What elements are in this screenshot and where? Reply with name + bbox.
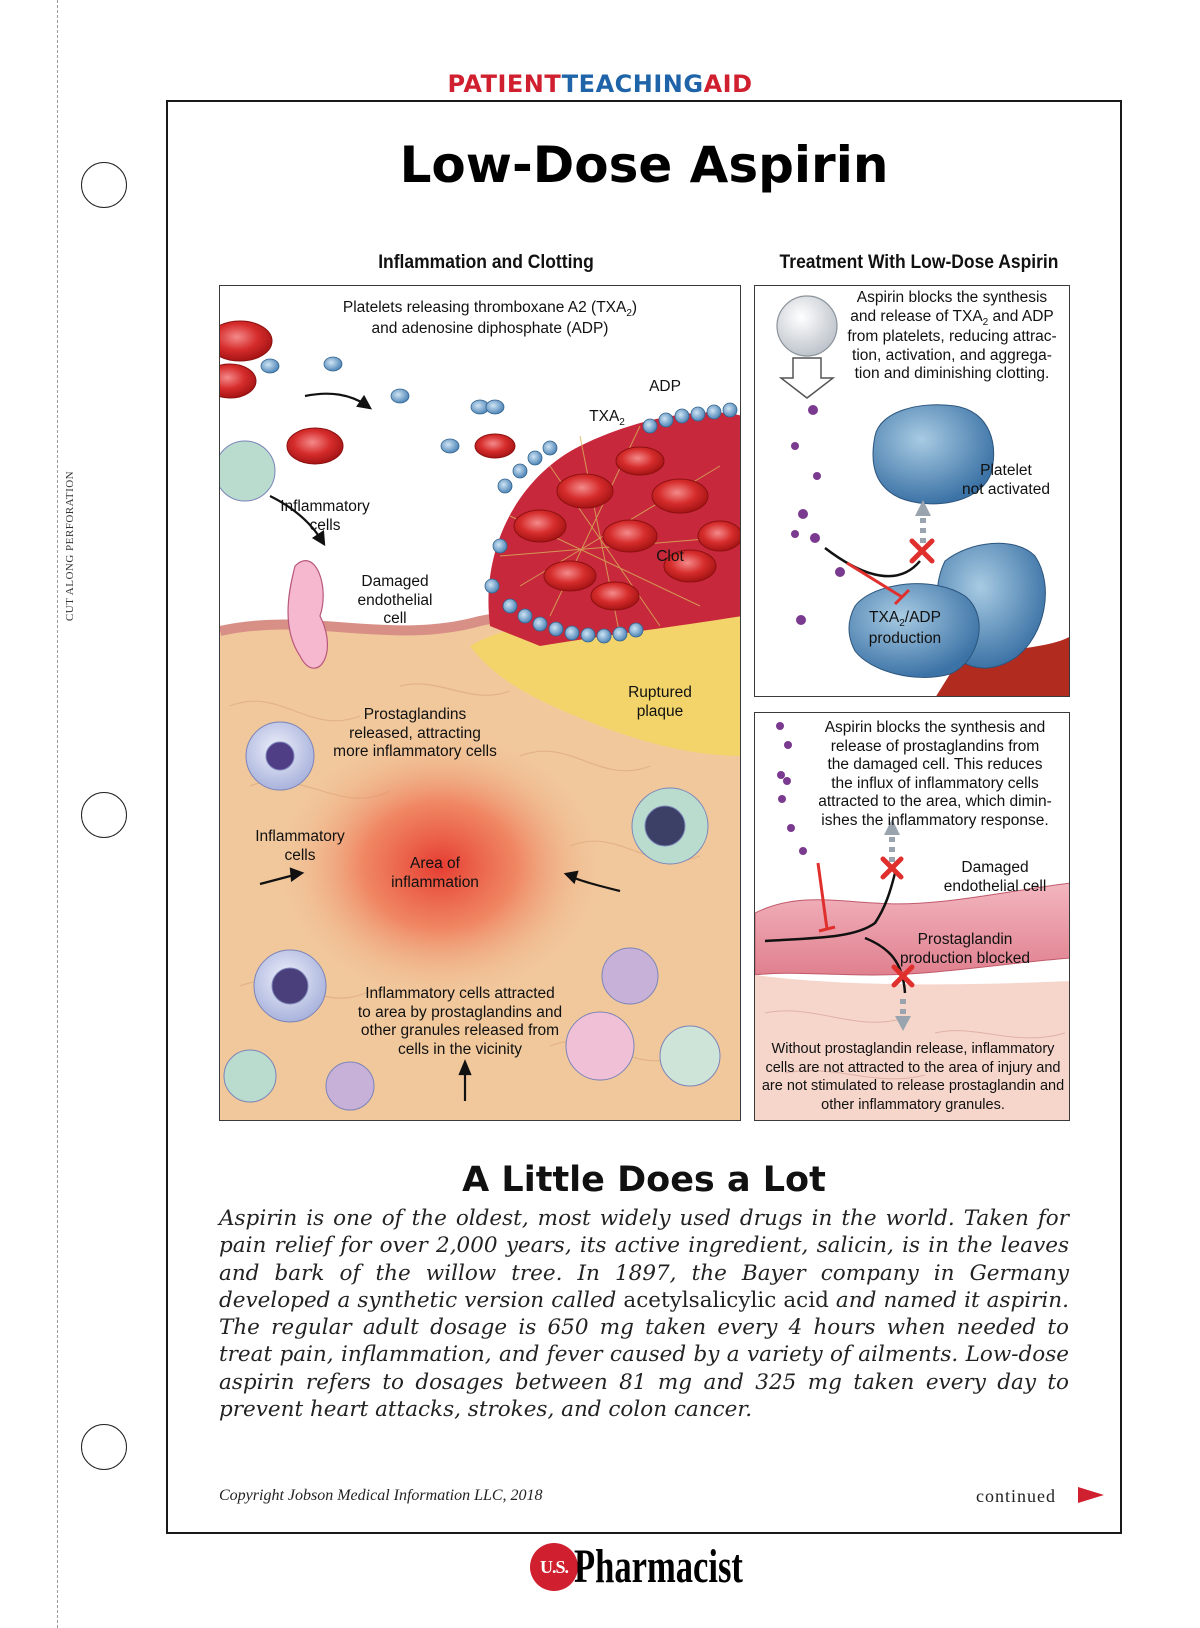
txa2-label (582, 408, 632, 429)
us-pharmacist-logo-mark: U.S. (530, 1543, 578, 1591)
us-pharmacist-logo-wordmark: Pharmacist (574, 1540, 743, 1593)
copyright-notice: Copyright Jobson Medical Information LLC, 2018 (219, 1487, 543, 1504)
production-label-word: production (868, 629, 942, 647)
series-header (0, 70, 1200, 98)
binder-hole-middle (81, 792, 127, 838)
binder-hole-bottom (81, 1424, 127, 1470)
damaged-endothelial-cell-right-label: Damaged endothelial cell (943, 859, 1047, 895)
production-label-adp: /ADP (904, 609, 941, 626)
inflammatory-cells-mid-label: Inflammatory cells (255, 828, 345, 864)
aspirin-blocks-txa-line2b: and ADP (988, 307, 1054, 325)
without-prostaglandin-text: Without prostaglandin release, inflammatory cells are not attracted to the area of injury and are not stimulated to release prostaglandin and other inflammatory granules. (761, 1041, 1065, 1113)
left-panel-heading: Inflammation and Clotting (378, 252, 594, 273)
txa2-adp-production-label (855, 609, 955, 648)
prostaglandin-blocked-label: Prostaglandin production blocked (899, 931, 1031, 967)
aspirin-blocks-txa-text (837, 289, 1067, 384)
platelets-label-line1: Platelets releasing thromboxane A2 (TXA (342, 299, 627, 316)
series-word-aid: AID (703, 70, 753, 98)
adp-label: ADP (649, 378, 681, 395)
body-paragraph (219, 1205, 1069, 1423)
aspirin-blocks-txa-rest: from platelets, reducing attrac- tion, activation, and aggrega- tion and diminishing clotting. (847, 328, 1057, 382)
production-label-subscript: 2 (899, 618, 905, 629)
aspirin-blocks-txa-subscript: 2 (982, 316, 989, 328)
area-of-inflammation-label: Area of inflammation (391, 855, 479, 891)
series-word-teaching: TEACHING (561, 70, 704, 98)
platelet-not-activated-label: Platelet not activated (962, 462, 1050, 498)
platelets-label-subscript: 2 (626, 308, 632, 319)
aspirin-blocks-prostaglandins-text: Aspirin blocks the synthesis and release of prostaglandins from the damaged cell. This reduces the influx of inflammatory cells attracted to the area, which dimin- ishes the inflammatory response. (818, 719, 1052, 829)
series-word-patient: PATIENT (447, 70, 562, 98)
clot-label: Clot (656, 548, 684, 565)
aspirin-blocks-txa-line2a: and release of TXA (850, 307, 983, 325)
continued-label: continued (976, 1486, 1056, 1506)
platelets-label-line2: and adenosine diphosphate (ADP) (371, 319, 609, 337)
platelets-label (310, 299, 670, 338)
section-heading: A Little Does a Lot (462, 1160, 826, 1200)
perforation-line (57, 0, 58, 1628)
continued-arrow-icon (1078, 1487, 1104, 1503)
damaged-endothelial-cell-label: Damaged endothelial cell (357, 573, 433, 627)
perforation-label: CUT ALONG PERFORATION (64, 470, 76, 622)
inflammatory-cells-top-label: Inflammatory cells (280, 498, 370, 534)
prostaglandins-label: Prostaglandins released, attracting more inflammatory cells (333, 706, 497, 760)
production-label-txa: TXA (869, 609, 900, 626)
inflammation-illustration (219, 285, 741, 1121)
body-text-part2: and named it aspirin. The regular adult dosage is 650 mg taken every 4 hours when needed to treat pain, inflammation, and fever caused by a variety of ailments. Low-dose aspirin refers to dosages between 81 mg and 325 mg taken every day to prevent heart attacks, strokes, and colon cancer. (219, 1287, 1069, 1423)
treatment-endothelial-panel (754, 712, 1070, 1121)
body-text-part1: Aspirin is one of the oldest, most widely used drugs in the world. Taken for pain relief for over 2,000 years, its active ingredient, salicin, is in the leaves and bark of the willow tree. In 1897, the Bayer company in Germany developed a synthetic version called (219, 1206, 1069, 1313)
page-title: Low-Dose Aspirin (399, 136, 889, 194)
platelets-label-paren: ) (631, 299, 638, 316)
body-term-acetylsalicylic-acid: acetylsalicylic acid (623, 1287, 829, 1313)
attracted-cells-label: Inflammatory cells attracted to area by prostaglandins and other granules released from cells in the vicinity (357, 985, 563, 1058)
right-panel-heading: Treatment With Low-Dose Aspirin (779, 252, 1059, 273)
txa2-label-text: TXA (589, 408, 620, 425)
txa2-label-subscript: 2 (619, 417, 625, 428)
treatment-platelet-panel (754, 285, 1070, 697)
aspirin-blocks-txa-line1: Aspirin blocks the synthesis (856, 289, 1048, 306)
ruptured-plaque-label: Ruptured plaque (628, 684, 692, 720)
